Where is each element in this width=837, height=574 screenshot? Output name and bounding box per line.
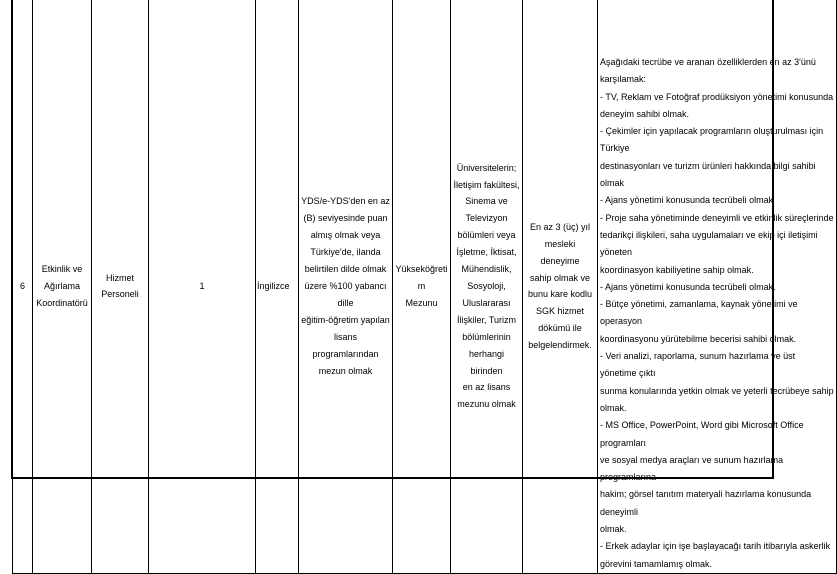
requirement-line: hakim; görsel tanıtım materyali hazırlama konusunda deneyimli <box>600 489 812 517</box>
requirement-line: tedarikçi ilişkileri, saha uygulamaları ve ekip içi iletişimi yöneten <box>600 229 818 258</box>
requirement-line: ve sosyal medya araçları ve sunum hazırlama programlarına <box>600 454 784 483</box>
requirement-line: - MS Office, PowerPoint, Word gibi Microsoft Office programları <box>600 420 804 448</box>
language-exam-line: almış olmak veya <box>310 230 381 241</box>
language-exam-line: eğitim-öğretim yapılan <box>301 314 390 325</box>
requirement-line: - Ajans yönetimi konusunda tecrübeli olmak. <box>600 281 776 292</box>
field-line: İşletme, İktisat, <box>456 247 517 258</box>
field-line: en az lisans <box>462 382 511 393</box>
field-line: bölümlerinin <box>462 331 511 342</box>
experience-line: En az 3 (üç) yıl <box>529 221 591 232</box>
requirement-line: destinasyonları ve turizm ürünleri hakkında bilgi sahibi olmak <box>600 160 816 189</box>
field-line: mezunu olmak <box>457 399 516 410</box>
field-line: Sinema ve <box>465 196 508 207</box>
fields-cell <box>451 0 523 573</box>
education-line: Mezunu <box>405 297 438 308</box>
language: İngilizce <box>257 281 290 291</box>
field-line: İlişkiler, Turizm <box>456 314 516 325</box>
language-exam-line: lisans programlarından <box>312 331 379 359</box>
experience-cell <box>523 0 598 573</box>
language-exam-line: YDS/e-YDS'den en az <box>301 196 390 207</box>
field-line: Televizyon <box>465 213 508 224</box>
requirement-line: deneyim sahibi olmak. <box>600 108 690 119</box>
row-number: 6 <box>19 281 25 291</box>
language-exam-line: Türkiye'de, ilanda <box>310 247 381 258</box>
row-number-cell <box>13 0 33 573</box>
field-line: Üniversitelerin; <box>456 162 517 173</box>
requirement-line: olmak. <box>600 402 627 413</box>
staff-type-line: Hizmet <box>105 272 134 283</box>
requirement-line: - Ajans yönetimi konusunda tecrübeli olmak <box>600 195 774 206</box>
field-line: bölümleri veya <box>457 230 516 241</box>
experience-line: SGK hizmet <box>535 306 584 317</box>
requirement-line: Aşağıdaki tecrübe ve aranan özelliklerden en az 3'ünü <box>600 57 816 67</box>
requirements-cell <box>598 0 837 573</box>
position-count: 1 <box>199 281 205 291</box>
language-exam-cell <box>299 0 393 573</box>
requirement-line: koordinasyon kabiliyetine sahip olmak. <box>600 264 754 275</box>
requirement-line: - Bütçe yönetimi, zamanlama, kaynak yönetimi ve operasyon <box>600 299 798 327</box>
experience-line: dökümü ile <box>538 323 582 334</box>
requirement-line: görevini tamamlamış olmak. <box>600 558 713 569</box>
field-line: Mühendislik, <box>461 264 512 275</box>
requirement-line: karşılamak: <box>600 74 647 85</box>
experience-line: belgelendirmek. <box>528 340 592 351</box>
field-line: Uluslararası <box>462 297 511 308</box>
field-line: İletişim fakültesi, <box>453 179 520 190</box>
language-exam-line: (B) seviyesinde puan <box>303 213 388 224</box>
language-exam-line: belirtilen dilde olmak <box>304 264 387 275</box>
requirement-line: olmak. <box>600 524 627 535</box>
requirement-line: - Veri analizi, raporlama, sunum hazırlama ve üst yönetime çıktı <box>600 351 796 379</box>
position-line: Ağırlama <box>43 281 80 291</box>
requirement-line: koordinasyonu yürütebilme becerisi sahibi olmak. <box>600 333 797 344</box>
language-exam-line: mezun olmak <box>318 365 373 376</box>
position-line: Koordinatörü <box>36 297 88 308</box>
education-line: Yükseköğretim <box>395 264 448 291</box>
language-exam-line: üzere %100 yabancı dille <box>304 281 387 308</box>
requirement-line: - Erkek adaylar için işe başlayacağı tarih itibarıyla askerlik <box>600 541 831 552</box>
requirement-line: - TV, Reklam ve Fotoğraf prodüksiyon yönetimi konusunda <box>600 91 834 102</box>
language-cell <box>256 0 299 573</box>
position-cell <box>33 0 92 573</box>
experience-line: bunu kare kodlu <box>527 289 593 300</box>
position-line: Etkinlik ve <box>41 264 83 275</box>
requirement-line: sunma konularında yetkin olmak ve yeterli tecrübeye sahip <box>600 385 834 396</box>
requirement-line: - Proje saha yönetiminde deneyimli ve etkinlik süreçlerinde <box>600 212 834 223</box>
education-cell <box>393 0 451 573</box>
staff-type-cell <box>92 0 149 573</box>
count-cell <box>149 0 256 573</box>
field-line: herhangi birinden <box>468 348 505 376</box>
table-frame <box>11 0 834 569</box>
table-row <box>13 0 837 573</box>
requirements-table <box>12 0 837 574</box>
experience-line: mesleki deneyime <box>540 238 580 266</box>
field-line: Sosyoloji, <box>467 281 506 291</box>
staff-type-line: Personeli <box>101 289 139 300</box>
requirement-line: - Çekimler için yapılacak programların oluşturulması için Türkiye <box>600 126 824 154</box>
experience-line: sahip olmak ve <box>529 272 591 283</box>
